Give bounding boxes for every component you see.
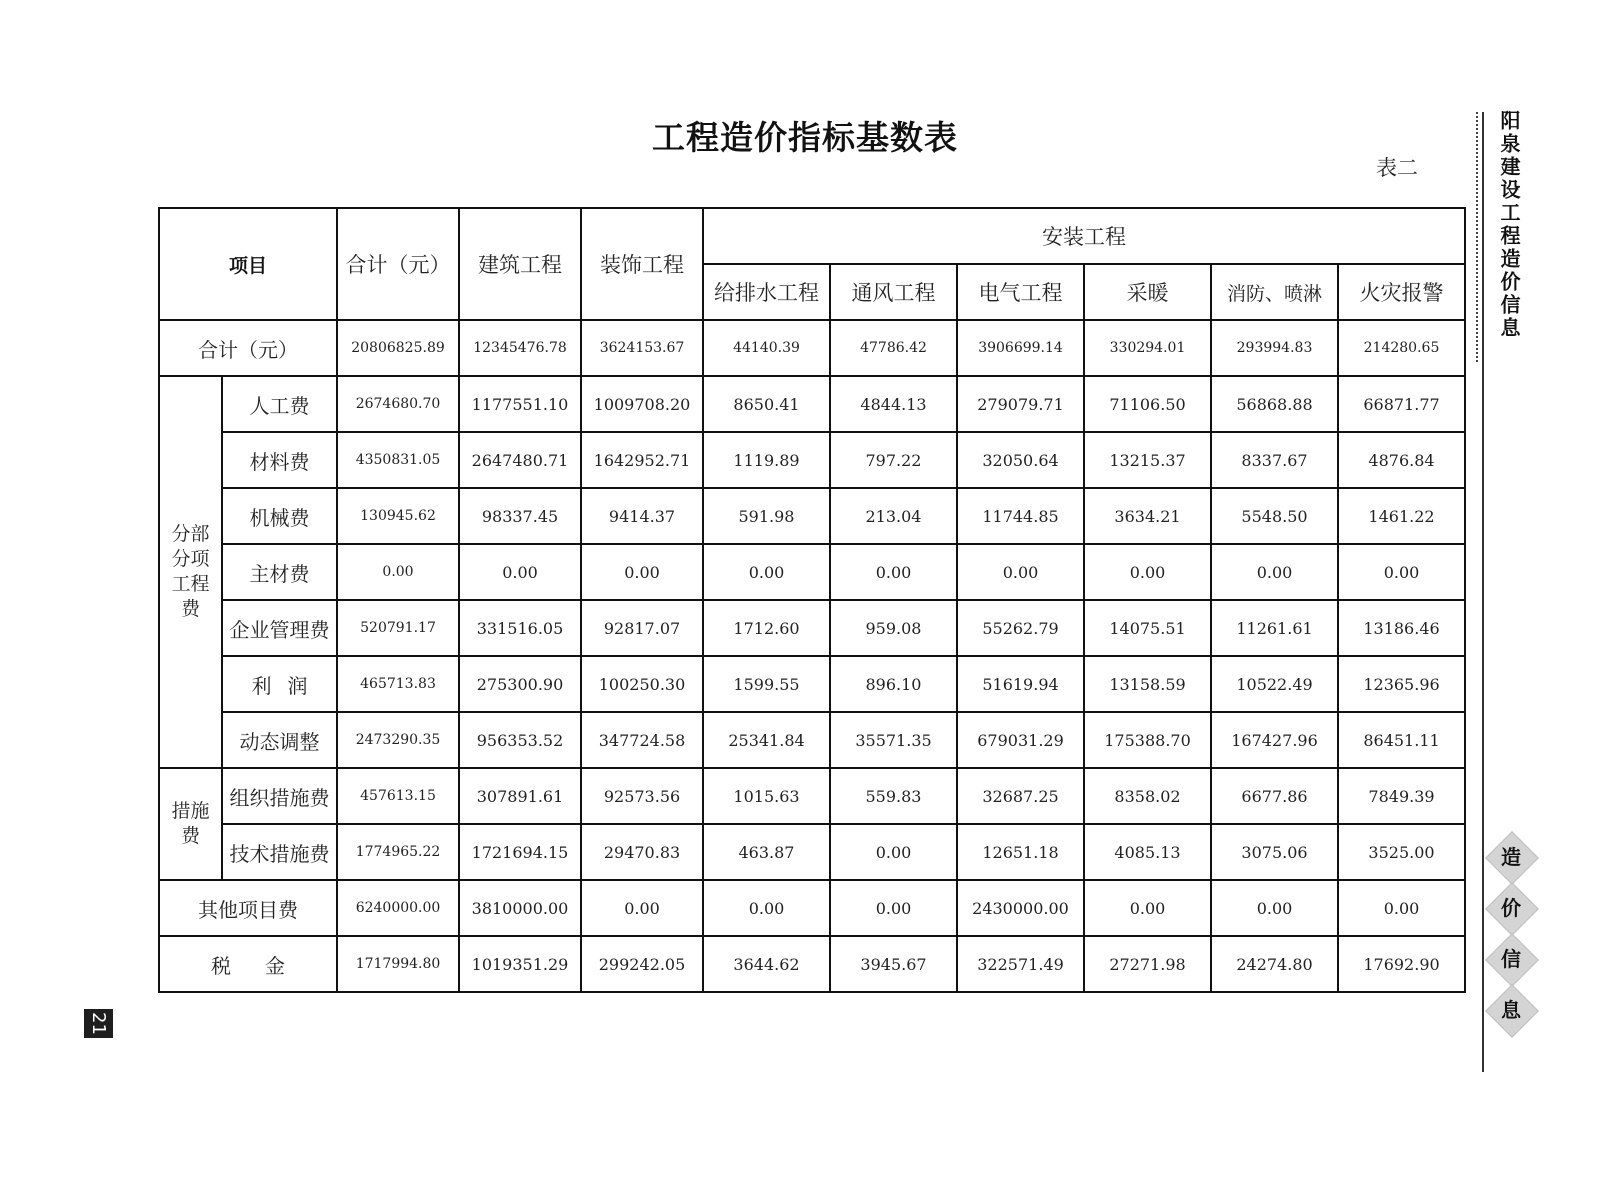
diamond-badge-char: 息 — [1501, 998, 1521, 1022]
table-cell: 56868.88 — [1211, 376, 1338, 432]
table-cell: 11261.61 — [1211, 600, 1338, 656]
table-cell: 3075.06 — [1211, 824, 1338, 880]
table-cell: 591.98 — [703, 488, 830, 544]
table-cell: 1721694.15 — [459, 824, 581, 880]
table-row — [159, 320, 1465, 376]
table-cell: 0.00 — [1338, 880, 1465, 936]
table-cell: 51619.94 — [957, 656, 1084, 712]
group-label-measures — [159, 768, 222, 880]
table-number: 表二 — [1376, 156, 1418, 180]
table-cell: 0.00 — [581, 544, 703, 600]
side-rule — [1482, 112, 1484, 1072]
table-cell: 679031.29 — [957, 712, 1084, 768]
table-cell: 1119.89 — [703, 432, 830, 488]
cost-index-table — [158, 207, 1466, 993]
table-cell: 331516.05 — [459, 600, 581, 656]
table-cell: 3810000.00 — [459, 880, 581, 936]
row-label: 利润 — [222, 656, 337, 712]
table-row — [159, 768, 1465, 824]
table-cell: 0.00 — [1084, 544, 1211, 600]
row-label: 机械费 — [222, 488, 337, 544]
row-label: 人工费 — [222, 376, 337, 432]
table-cell: 959.08 — [830, 600, 957, 656]
table-cell: 1774965.22 — [337, 824, 459, 880]
table-cell: 0.00 — [337, 544, 459, 600]
header-decoration: 装饰工程 — [581, 208, 703, 320]
page-number: 21 — [84, 1009, 113, 1038]
table-cell: 92817.07 — [581, 600, 703, 656]
header-heating: 采暖 — [1084, 264, 1211, 320]
table-cell: 0.00 — [830, 824, 957, 880]
table-cell: 279079.71 — [957, 376, 1084, 432]
row-label: 材料费 — [222, 432, 337, 488]
table-cell: 27271.98 — [1084, 936, 1211, 992]
table-cell: 0.00 — [1084, 880, 1211, 936]
table-cell: 1009708.20 — [581, 376, 703, 432]
table-cell: 214280.65 — [1338, 320, 1465, 376]
table-cell: 956353.52 — [459, 712, 581, 768]
table-cell: 0.00 — [957, 544, 1084, 600]
table-cell: 299242.05 — [581, 936, 703, 992]
table-cell: 1717994.80 — [337, 936, 459, 992]
table-cell: 32050.64 — [957, 432, 1084, 488]
row-label: 其他项目费 — [159, 880, 337, 936]
table-cell: 35571.35 — [830, 712, 957, 768]
table-cell: 71106.50 — [1084, 376, 1211, 432]
table-cell: 465713.83 — [337, 656, 459, 712]
table-cell: 10522.49 — [1211, 656, 1338, 712]
table-cell: 175388.70 — [1084, 712, 1211, 768]
table-row — [159, 936, 1465, 992]
table-cell: 520791.17 — [337, 600, 459, 656]
table-cell: 1015.63 — [703, 768, 830, 824]
table-cell: 2647480.71 — [459, 432, 581, 488]
header-building: 建筑工程 — [459, 208, 581, 320]
table-cell: 896.10 — [830, 656, 957, 712]
table-cell: 2473290.35 — [337, 712, 459, 768]
diamond-badge-char: 价 — [1501, 896, 1521, 920]
row-label: 技术措施费 — [222, 824, 337, 880]
table-row — [159, 544, 1465, 600]
table-row — [159, 880, 1465, 936]
table-cell: 13215.37 — [1084, 432, 1211, 488]
table-row — [159, 824, 1465, 880]
table-row — [159, 376, 1465, 432]
table-cell: 0.00 — [459, 544, 581, 600]
row-label: 组织措施费 — [222, 768, 337, 824]
group-label-measures-text: 措施费 — [171, 800, 210, 847]
table-cell: 20806825.89 — [337, 320, 459, 376]
table-cell: 55262.79 — [957, 600, 1084, 656]
table-cell: 4350831.05 — [337, 432, 459, 488]
header-item: 项目 — [159, 208, 337, 320]
table-cell: 1461.22 — [1338, 488, 1465, 544]
row-label: 企业管理费 — [222, 600, 337, 656]
row-label: 主材费 — [222, 544, 337, 600]
header-electrical: 电气工程 — [957, 264, 1084, 320]
table-cell: 3525.00 — [1338, 824, 1465, 880]
table-cell: 6677.86 — [1211, 768, 1338, 824]
header-fire-alarm: 火灾报警 — [1338, 264, 1465, 320]
table-cell: 11744.85 — [957, 488, 1084, 544]
table-cell: 322571.49 — [957, 936, 1084, 992]
table-cell: 5548.50 — [1211, 488, 1338, 544]
table-cell: 347724.58 — [581, 712, 703, 768]
table-cell: 14075.51 — [1084, 600, 1211, 656]
table-cell: 8337.67 — [1211, 432, 1338, 488]
group-label-subitem-text: 分部分项工程费 — [171, 523, 210, 620]
table-cell: 559.83 — [830, 768, 957, 824]
table-cell: 4085.13 — [1084, 824, 1211, 880]
table-cell: 2430000.00 — [957, 880, 1084, 936]
table-cell: 293994.83 — [1211, 320, 1338, 376]
table-cell: 3624153.67 — [581, 320, 703, 376]
row-label: 合计（元） — [159, 320, 337, 376]
table-cell: 0.00 — [581, 880, 703, 936]
table-cell: 0.00 — [703, 880, 830, 936]
table-cell: 86451.11 — [1338, 712, 1465, 768]
diamond-badge-char: 造 — [1501, 845, 1521, 869]
table-cell: 92573.56 — [581, 768, 703, 824]
header-install-group: 安装工程 — [703, 208, 1465, 264]
header-row-1 — [159, 208, 1465, 264]
side-publication-title: 阳泉建设工程造价信息 — [1497, 110, 1521, 340]
table-cell: 167427.96 — [1211, 712, 1338, 768]
table-cell: 0.00 — [1338, 544, 1465, 600]
table-row — [159, 712, 1465, 768]
table-cell: 0.00 — [703, 544, 830, 600]
table-cell: 1642952.71 — [581, 432, 703, 488]
table-cell: 1712.60 — [703, 600, 830, 656]
table-cell: 3906699.14 — [957, 320, 1084, 376]
header-ventilation: 通风工程 — [830, 264, 957, 320]
table-cell: 17692.90 — [1338, 936, 1465, 992]
header-fire-sprinkler: 消防、喷淋 — [1211, 264, 1338, 320]
table-cell: 12651.18 — [957, 824, 1084, 880]
table-cell: 4876.84 — [1338, 432, 1465, 488]
table-cell: 32687.25 — [957, 768, 1084, 824]
table-cell: 130945.62 — [337, 488, 459, 544]
table-cell: 1599.55 — [703, 656, 830, 712]
table-cell: 0.00 — [1211, 880, 1338, 936]
table-cell: 1019351.29 — [459, 936, 581, 992]
table-cell: 100250.30 — [581, 656, 703, 712]
table-cell: 13158.59 — [1084, 656, 1211, 712]
table-cell: 25341.84 — [703, 712, 830, 768]
table-row — [159, 488, 1465, 544]
table-cell: 44140.39 — [703, 320, 830, 376]
table-cell: 0.00 — [830, 880, 957, 936]
table-cell: 457613.15 — [337, 768, 459, 824]
diamond-badge-char: 信 — [1501, 947, 1521, 971]
table-cell: 24274.80 — [1211, 936, 1338, 992]
table-cell: 307891.61 — [459, 768, 581, 824]
table-cell: 275300.90 — [459, 656, 581, 712]
table-cell: 330294.01 — [1084, 320, 1211, 376]
table-cell: 797.22 — [830, 432, 957, 488]
row-label: 动态调整 — [222, 712, 337, 768]
table-cell: 3634.21 — [1084, 488, 1211, 544]
table-cell: 3644.62 — [703, 936, 830, 992]
table-cell: 4844.13 — [830, 376, 957, 432]
table-cell: 9414.37 — [581, 488, 703, 544]
table-row — [159, 656, 1465, 712]
table-cell: 7849.39 — [1338, 768, 1465, 824]
side-dotted-rule — [1476, 112, 1478, 362]
group-label-subitem — [159, 376, 222, 768]
row-label: 税金 — [159, 936, 337, 992]
header-total: 合计（元） — [337, 208, 459, 320]
table-cell: 0.00 — [1211, 544, 1338, 600]
header-plumbing: 给排水工程 — [703, 264, 830, 320]
table-cell: 29470.83 — [581, 824, 703, 880]
table-row — [159, 432, 1465, 488]
table-row — [159, 600, 1465, 656]
table-cell: 6240000.00 — [337, 880, 459, 936]
table-cell: 1177551.10 — [459, 376, 581, 432]
table-cell: 12345476.78 — [459, 320, 581, 376]
table-cell: 66871.77 — [1338, 376, 1465, 432]
table-cell: 98337.45 — [459, 488, 581, 544]
table-cell: 2674680.70 — [337, 376, 459, 432]
table-cell: 463.87 — [703, 824, 830, 880]
table-cell: 8358.02 — [1084, 768, 1211, 824]
table-cell: 3945.67 — [830, 936, 957, 992]
table-cell: 8650.41 — [703, 376, 830, 432]
table-cell: 0.00 — [830, 544, 957, 600]
table-cell: 213.04 — [830, 488, 957, 544]
table-cell: 12365.96 — [1338, 656, 1465, 712]
table-cell: 47786.42 — [830, 320, 957, 376]
page-title: 工程造价指标基数表 — [652, 118, 958, 157]
table-cell: 13186.46 — [1338, 600, 1465, 656]
